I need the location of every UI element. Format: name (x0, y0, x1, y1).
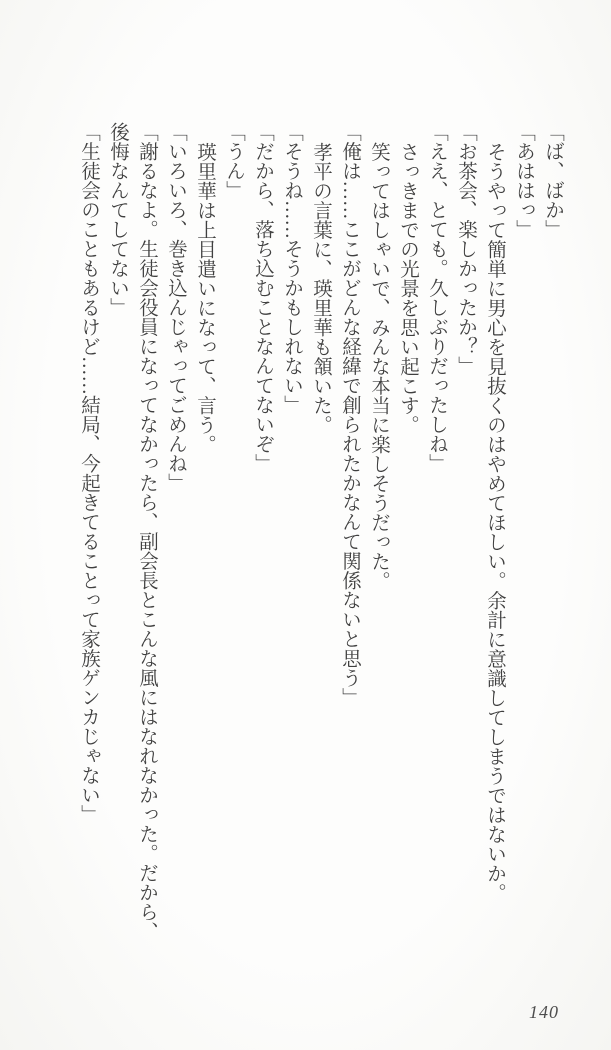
text-line: 「いろいろ、巻き込んじゃってごめんね」 (165, 122, 186, 493)
text-line: 「あははっ」 (513, 122, 534, 239)
page-number: 140 (529, 1002, 559, 1022)
text-line: 瑛里華は上目遣いになって、言う。 (194, 141, 215, 454)
text-line: 「だから、落ち込むことなんてないぞ」 (252, 122, 273, 473)
text-line: 「お茶会、楽しかったか？」 (455, 122, 476, 376)
text-line: 孝平の言葉に、瑛里華も頷いた。 (310, 141, 331, 434)
text-line: 「そうね……そうかもしれない」 (281, 122, 302, 415)
text-line: 笑ってはしゃいで、みんな本当に楽しそうだった。 (368, 141, 389, 590)
text-columns (74, 122, 567, 944)
text-line: 「謝るなよ。生徒会役員になってなかったら、副会長とこんな風にはなれなかった。だから、後悔なんてしてない」 (107, 122, 157, 941)
text-line: 「生徒会のこともあるけど……結局、今起きてることって家族ゲンカじゃない」 (78, 122, 99, 824)
text-line: さっきまでの光景を思い起こす。 (397, 141, 418, 434)
text-line: 「ええ、とても。久しぶりだったしね」 (426, 122, 447, 473)
text-line: 「俺は……ここがどんな経緯で創られたかなんて関係ないと思う」 (339, 122, 360, 707)
text-line: そうやって簡単に男心を見抜くのはやめてほしい。余計に意識してしまうではないか。 (484, 141, 505, 902)
text-line: 「ば、ばか」 (542, 122, 563, 239)
text-line: 「うん」 (223, 122, 244, 200)
